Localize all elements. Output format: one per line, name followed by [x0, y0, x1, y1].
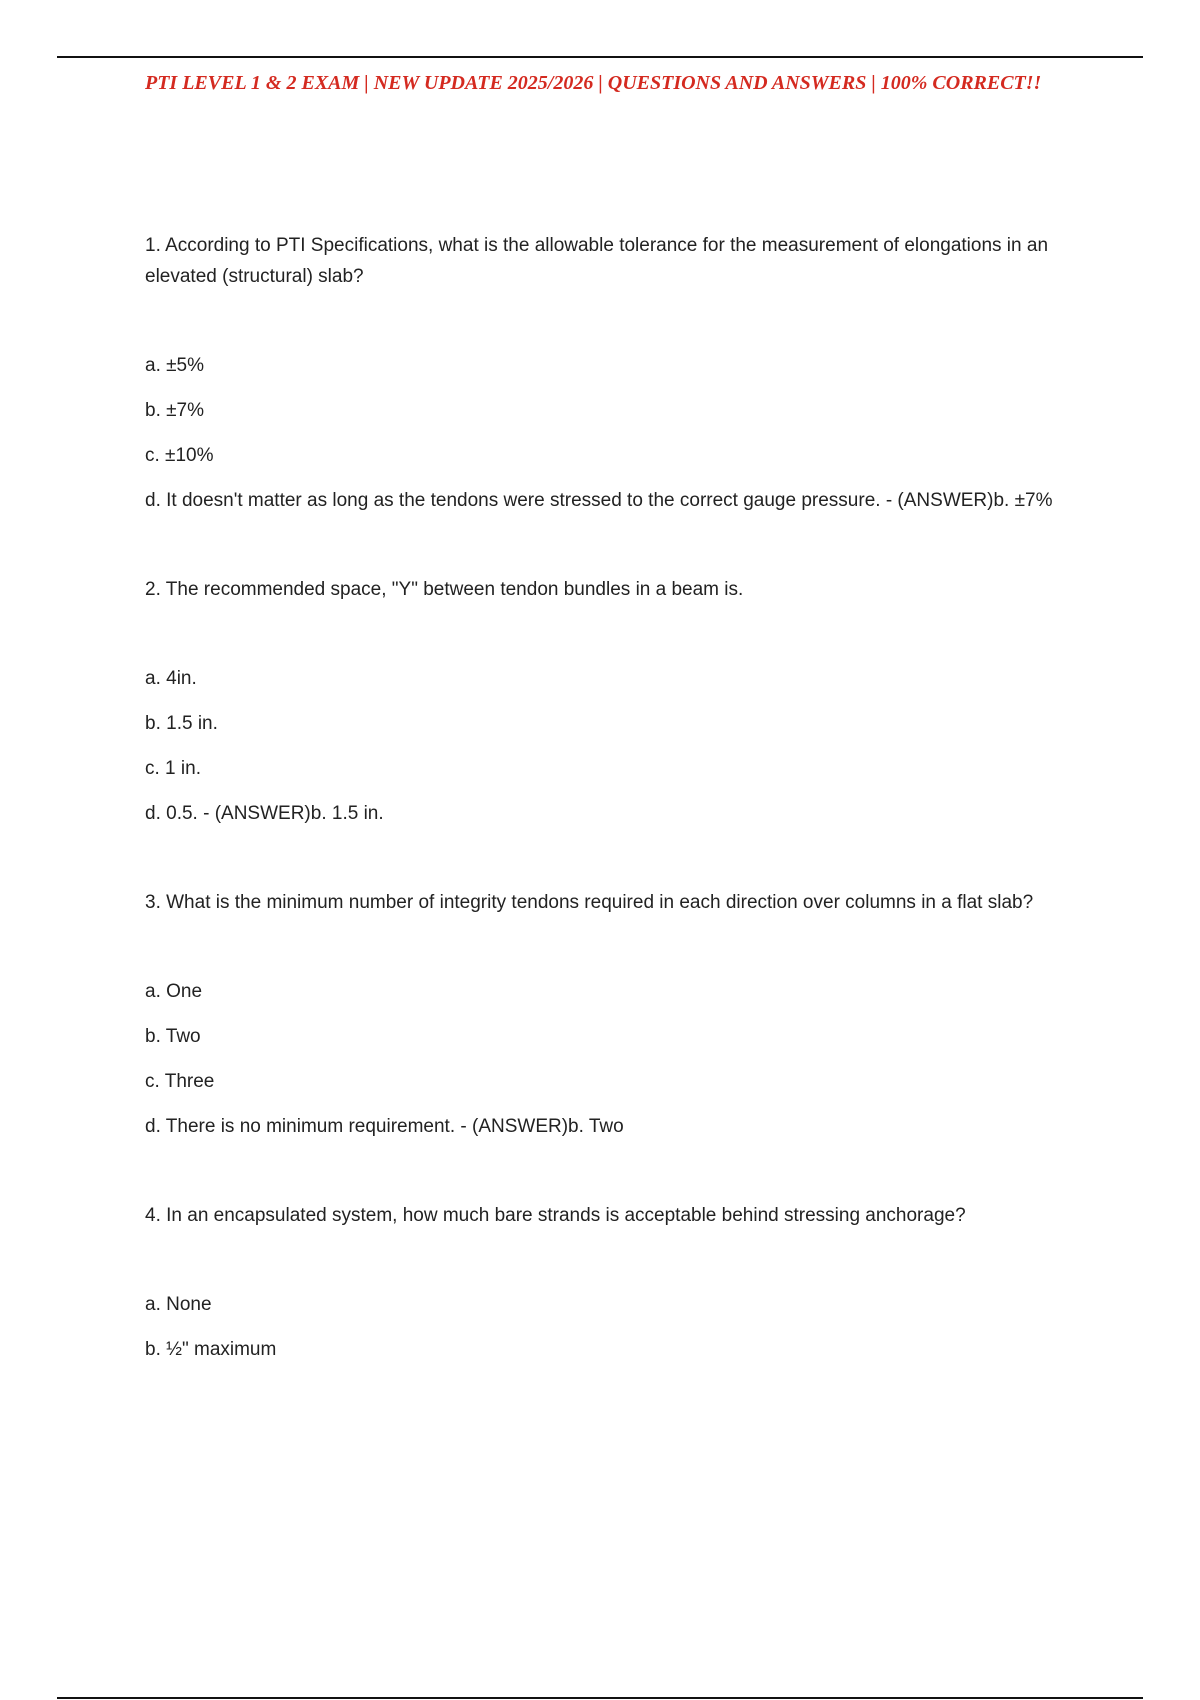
- answer-options: [145, 350, 1095, 516]
- question-4: [145, 1200, 1095, 1365]
- question-3: [145, 887, 1095, 1142]
- answer-options: [145, 976, 1095, 1142]
- option-b: b. ½" maximum: [145, 1339, 277, 1360]
- answer-options: [145, 663, 1095, 829]
- option-a: a. 4in.: [145, 668, 197, 689]
- option-b: b. Two: [145, 1026, 201, 1047]
- top-rule: [57, 56, 1143, 58]
- option-b: b. ±7%: [145, 400, 205, 421]
- question-text: 4. In an encapsulated system, how much bare strands is acceptable behind stressing anchorage?: [145, 1205, 966, 1226]
- option-c: c. ±10%: [145, 445, 214, 466]
- question-list: [145, 230, 1095, 1365]
- option-d-with-answer: d. It doesn't matter as long as the tendons were stressed to the correct gauge pressure. - (ANSWER)b. ±7%: [145, 490, 1053, 511]
- option-b: b. 1.5 in.: [145, 713, 218, 734]
- option-a: a. ±5%: [145, 355, 205, 376]
- option-d-with-answer: d. There is no minimum requirement. - (ANSWER)b. Two: [145, 1116, 624, 1137]
- option-d-with-answer: d. 0.5. - (ANSWER)b. 1.5 in.: [145, 803, 384, 824]
- option-a: a. One: [145, 981, 203, 1002]
- document-title: PTI LEVEL 1 & 2 EXAM | NEW UPDATE 2025/2026 | QUESTIONS AND ANSWERS | 100% CORRECT!!: [145, 72, 1042, 94]
- answer-options: [145, 1289, 1095, 1365]
- option-a: a. None: [145, 1294, 212, 1315]
- question-text: 3. What is the minimum number of integrity tendons required in each direction over columns in a flat slab?: [145, 892, 1034, 913]
- question-text: 1. According to PTI Specifications, what is the allowable tolerance for the measurement of elongations in an elevated (structural) slab?: [145, 235, 1049, 287]
- bottom-rule: [57, 1697, 1143, 1699]
- question-text: 2. The recommended space, "Y" between tendon bundles in a beam is.: [145, 579, 744, 600]
- option-c: c. 1 in.: [145, 758, 201, 779]
- question-1: [145, 230, 1095, 516]
- option-c: c. Three: [145, 1071, 215, 1092]
- question-2: [145, 574, 1095, 829]
